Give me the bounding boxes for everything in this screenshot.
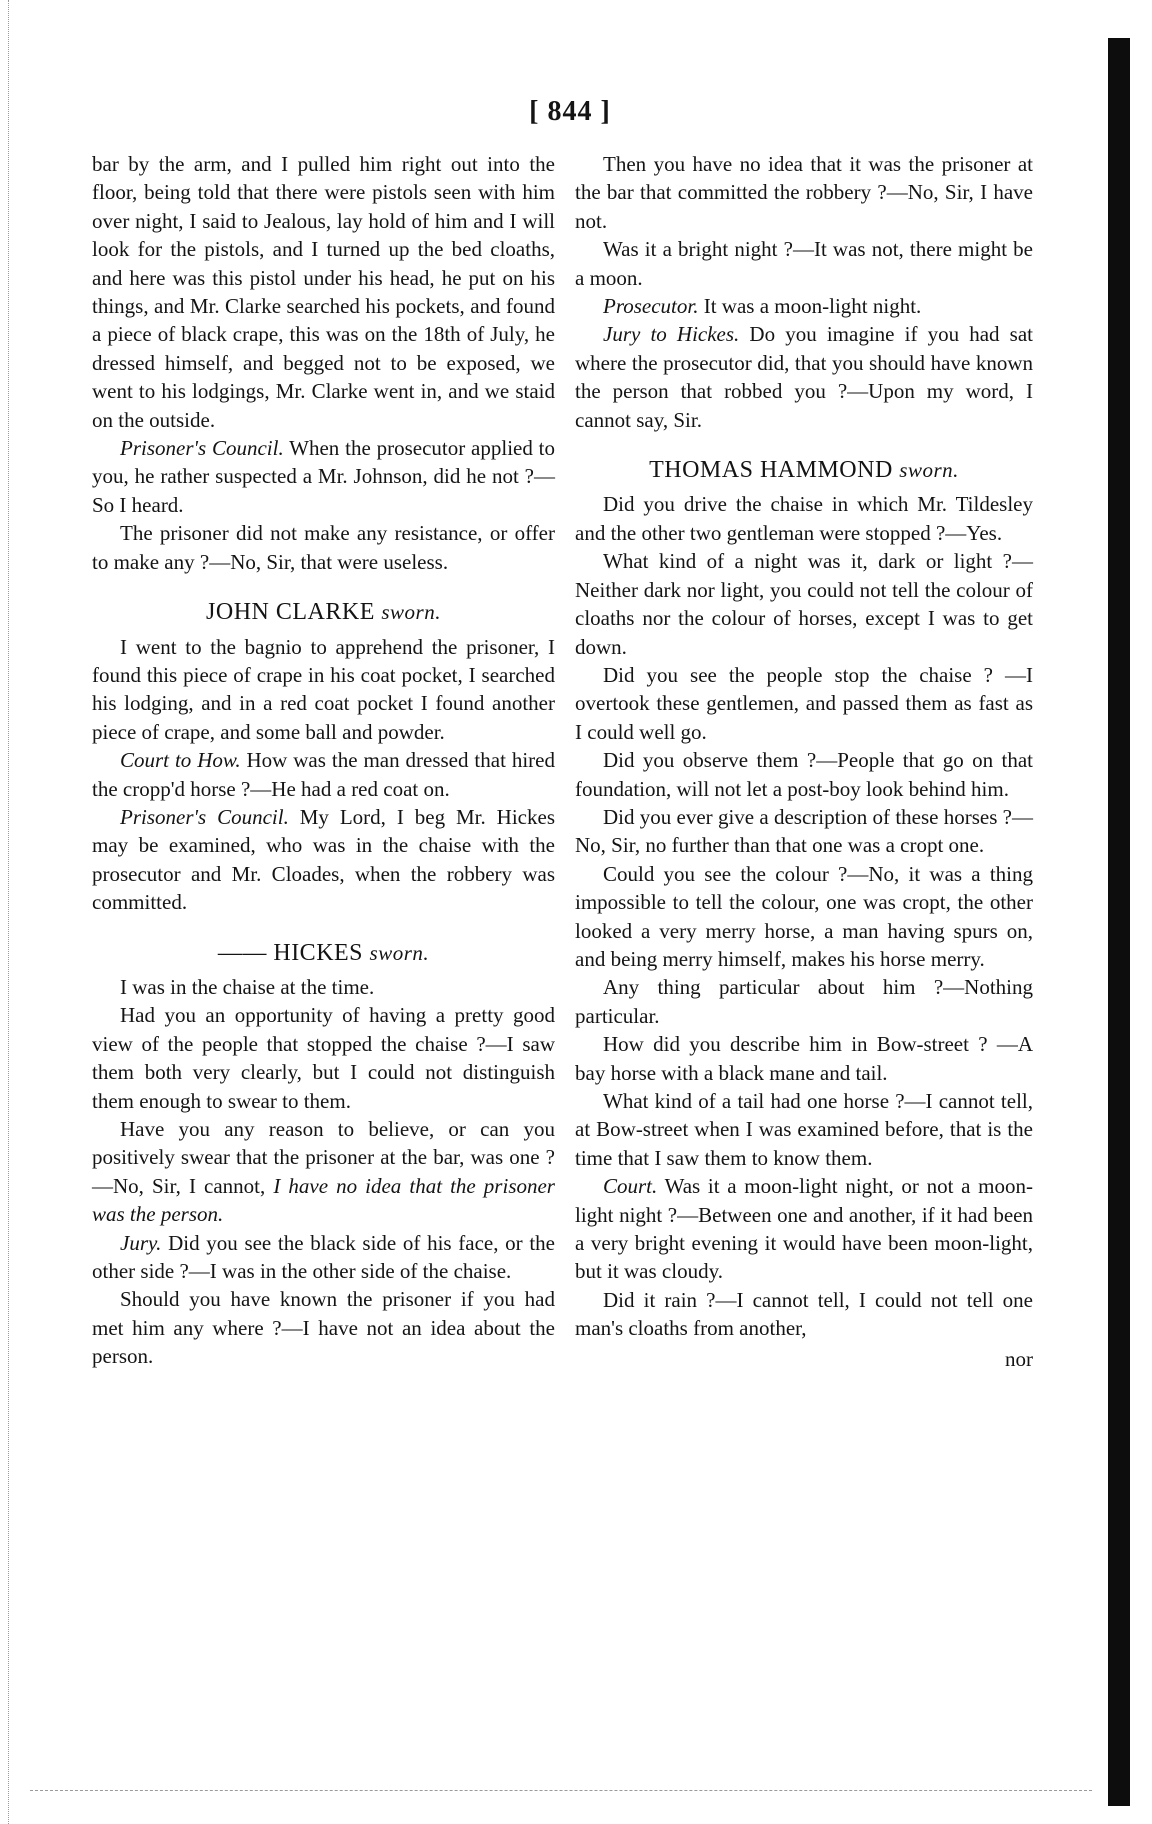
testimony-paragraph [92,746,555,803]
italic-remark: I have no idea that the prisoner was the person. [92,1173,555,1227]
speaker-label: Prisoner's Council. [120,436,284,461]
testimony-paragraph [575,661,1033,746]
speaker-label: Jury to Hickes. [603,322,740,347]
paragraph-text: It was a moon-light night. [698,294,922,319]
paragraph-text: bar by the arm, and I pulled him right out into the floor, being told that there were pistols seen with him over night, I said to Jealous, lay hold of him and I will look for the pistols, and I turned up the bed cloaths, and here was this pistol under his head, he put on his things, and Mr. Clarke searched his pockets, and found a piece of black crape, this was on the 18th of July, he dressed himself, and begged not to be exposed, we went to his lodgings, Mr. Clarke went in, and we staid on the outside. [92,152,555,432]
catchword: nor [1005,1346,1033,1371]
testimony-paragraph [92,1285,555,1370]
testimony-paragraph [575,803,1033,860]
speaker-label: Court. [603,1174,658,1199]
right-column [575,150,1033,1373]
testimony-paragraph [92,1115,555,1229]
witness-heading [92,939,555,967]
paragraph-text: Should you have known the prisoner if you had met him any where ?—I have not an idea about the person. [92,1287,555,1369]
paragraph-text: Was it a moon-light night, or not a moon-light night ?—Between one and another, if it had been a very bright evening it would have been moon-light, but it was cloudy. [575,1174,1033,1284]
testimony-paragraph [575,746,1033,803]
paragraph-text: Did you see the people stop the chaise ? —I overtook these gentlemen, and passed them as fast as I could well go. [575,662,1033,744]
paragraph-text: Could you see the colour ?—No, it was a thing impossible to tell the colour, one was cropt, the other looked a very merry horse, a man having spurs on, and being merry himself, makes his horse merry. [575,861,1033,971]
testimony-paragraph [92,803,555,917]
testimony-paragraph [92,1001,555,1115]
witness-name: JOHN CLARKE [206,599,375,626]
paragraph-text: Have you any reason to believe, or can you positively swear that the prisoner at the bar, was one ?—No, Sir, I cannot, [92,1117,555,1198]
testimony-paragraph [92,973,555,1001]
testimony-paragraph [92,150,555,434]
testimony-paragraph [92,633,555,747]
testimony-paragraph [575,973,1033,1030]
paragraph-text: My Lord, I beg Mr. Hickes may be examined, who was in the chaise with the prosecutor and Mr. Cloades, when the robbery was committed. [92,804,555,915]
paragraph-text: Any thing particular about him ?—Nothing particular. [575,975,1033,1028]
testimony-paragraph [92,434,555,519]
page-number: [ 844 ] [529,96,611,127]
testimony-paragraph [575,292,1033,320]
paragraph-text: Then you have no idea that it was the prisoner at the bar that committed the robbery ?—No, Sir, I have not. [575,152,1033,233]
testimony-paragraph [575,150,1033,235]
testimony-paragraph [92,1229,555,1286]
scan-edge-shadow [1108,38,1130,1806]
witness-name: THOMAS HAMMOND [649,457,893,484]
paragraph-text: Had you an opportunity of having a pretty good view of the people that stopped the chaise ?—I saw them both very clearly, but I could not distinguish them enough to swear to them. [92,1003,555,1113]
paragraph-text: Did you drive the chaise in which Mr. Tildesley and the other two gentleman were stopped ?—Yes. [575,492,1033,545]
speaker-label: Court to How. [120,748,241,773]
testimony-paragraph [92,519,555,576]
paragraph-text: I went to the bagnio to apprehend the prisoner, I found this piece of crape in his coat pocket, I searched his lodging, and in a red coat pocket I found another piece of crape, and some ball and powder. [92,634,555,744]
testimony-paragraph [575,860,1033,974]
sworn-label: sworn. [381,600,441,625]
witness-heading [92,598,555,626]
testimony-paragraph [575,235,1033,292]
witness-heading [575,456,1033,484]
bottom-edge-specks [30,1790,1092,1793]
paragraph-text: Did you observe them ?—People that go on that foundation, will not let a post-boy look behind him. [575,748,1033,801]
speaker-label: Prisoner's Council. [120,804,289,829]
testimony-paragraph [575,1172,1033,1286]
paragraph-text: How did you describe him in Bow-street ? —A bay horse with a black mane and tail. [575,1032,1033,1085]
paragraph-text: When the prosecutor applied to you, he rather suspected a Mr. Johnson, did he not ?—So I heard. [92,436,555,517]
testimony-paragraph [575,490,1033,547]
speaker-label: Prosecutor. [603,294,699,319]
testimony-paragraph [575,547,1033,661]
paragraph-text: Did you ever give a description of these horses ?—No, Sir, no further than that one was a cropt one. [575,804,1033,858]
testimony-paragraph [575,1087,1033,1172]
speaker-label: Jury. [120,1230,162,1255]
left-column [92,150,555,1371]
sworn-label: sworn. [899,458,959,483]
paragraph-text: Did you see the black side of his face, or the other side ?—I was in the other side of the chaise. [92,1230,555,1284]
paragraph-text: Was it a bright night ?—It was not, there might be a moon. [575,237,1033,290]
paragraph-text: What kind of a tail had one horse ?—I cannot tell, at Bow-street when I was examined before, that is the time that I saw them to know them. [575,1089,1033,1170]
paragraph-text: What kind of a night was it, dark or light ?—Neither dark nor light, you could not tell the colour of cloaths nor the colour of horses, except I was to get down. [575,549,1033,659]
paragraph-text: The prisoner did not make any resistance, or offer to make any ?—No, Sir, that were useless. [92,521,555,574]
page-edge-specks [8,0,39,1824]
witness-name: —— HICKES [217,939,364,966]
sworn-label: sworn. [369,940,430,965]
paragraph-text: Did it rain ?—I cannot tell, I could not tell one man's cloaths from another, [575,1287,1033,1341]
testimony-paragraph [575,1030,1033,1087]
testimony-paragraph [575,320,1033,434]
testimony-paragraph [575,1286,1033,1343]
paragraph-text: How was the man dressed that hired the cropp'd horse ?—He had a red coat on. [92,748,555,801]
paragraph-text: Do you imagine if you had sat where the prosecutor did, that you should have known the person that robbed you ?—Upon my word, I cannot say, Sir. [575,322,1033,432]
paragraph-text: I was in the chaise at the time. [120,974,375,999]
